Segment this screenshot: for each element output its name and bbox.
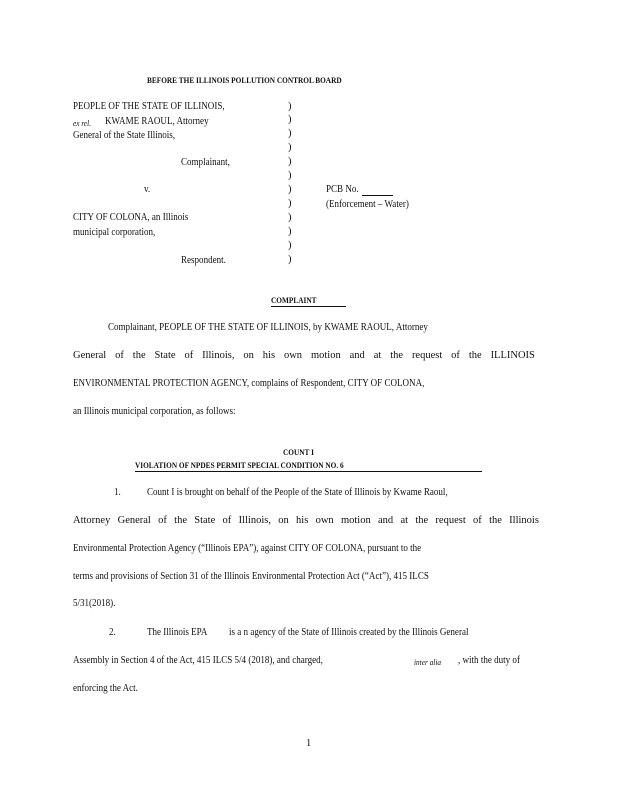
word: at: [400, 515, 409, 526]
count-subtitle: VIOLATION OF NPDES PERMIT SPECIAL CONDITION NO. 6: [135, 460, 344, 470]
word: his: [262, 350, 276, 361]
complainant-label: Complainant,: [181, 157, 230, 168]
defendant-name: CITY OF COLONA, an Illinois: [73, 212, 189, 223]
intro-line-2: [73, 350, 535, 361]
word: motion: [310, 350, 341, 361]
word: at: [373, 350, 382, 361]
word: motion: [340, 515, 371, 526]
para-1-number: 1.: [114, 487, 121, 498]
intro-line-3: ENVIRONMENTAL PROTECTION AGENCY, complains of Respondent, CITY OF COLONA,: [73, 378, 425, 389]
paren: ): [288, 101, 292, 112]
intro-line-1: Complainant, PEOPLE OF THE STATE OF ILLINOIS, by KWAME RAOUL, Attorney: [108, 322, 428, 333]
plaintiff-relator: KWAME RAOUL, Attorney: [105, 116, 209, 127]
word: Attorney: [73, 515, 111, 526]
paren: ): [288, 198, 292, 209]
para-2-text-b: is a n agency of the State of Illinois created by the Illinois General: [229, 627, 469, 638]
word: State: [194, 515, 216, 526]
plaintiff-title: General of the State Illinois,: [73, 130, 176, 141]
complaint-title: COMPLAINT: [271, 295, 317, 305]
word: own: [283, 350, 303, 361]
para-2-text-a: The Illinois EPA: [147, 627, 208, 638]
paren: ): [288, 156, 292, 167]
para-1-line-3: Environmental Protection Agency (“Illinois EPA”), against CITY OF COLONA, pursuant to the: [73, 543, 422, 554]
word: of: [115, 350, 124, 361]
paren: ): [288, 240, 292, 251]
word: General: [73, 350, 107, 361]
word: request: [435, 515, 466, 526]
word: the: [489, 515, 502, 526]
word: Illinois,: [202, 350, 235, 361]
word: and: [378, 515, 394, 526]
paren: ): [288, 212, 292, 223]
para-1-line-4: terms and provisions of Section 31 of the Illinois Environmental Protection Act (“Act”), 415 ILCS: [73, 571, 429, 582]
count-title: COUNT I: [283, 447, 314, 457]
enforcement-type: (Enforcement – Water): [326, 199, 409, 210]
paren: ): [288, 170, 292, 181]
plaintiff-name: PEOPLE OF THE STATE OF ILLINOIS,: [73, 101, 225, 112]
ex-rel-label: ex rel.: [73, 118, 92, 128]
word: and: [349, 350, 365, 361]
word: General: [117, 515, 151, 526]
para-2-line-3: enforcing the Act.: [73, 683, 138, 694]
word: the: [390, 350, 404, 361]
paren: ): [288, 142, 292, 153]
word: the: [468, 350, 482, 361]
word: request: [411, 350, 443, 361]
word: the: [415, 515, 429, 526]
word: on: [243, 350, 254, 361]
para-1-line-1: Count I is brought on behalf of the People of the State of Illinois by Kwame Raoul,: [147, 487, 448, 498]
word: on: [278, 515, 289, 526]
defendant-type: municipal corporation,: [73, 227, 156, 238]
word: his: [296, 515, 309, 526]
word: ILLINOIS: [490, 350, 535, 361]
paren: ): [288, 114, 292, 125]
paren: ): [288, 254, 292, 265]
versus-label: v.: [144, 184, 151, 195]
inter-alia: inter alia: [414, 657, 442, 667]
para-2-number: 2.: [109, 627, 116, 638]
word: State: [154, 350, 176, 361]
word: the: [132, 350, 146, 361]
word: of: [451, 350, 460, 361]
paren: ): [288, 184, 292, 195]
para-1-line-5: 5/31(2018).: [73, 598, 116, 609]
word: of: [222, 515, 232, 526]
para-2-line-2b: , with the duty of: [458, 655, 520, 666]
para-2-line-2a: Assembly in Section 4 of the Act, 415 ILCS 5/4 (2018), and charged,: [73, 655, 323, 666]
word: Illinois,: [238, 515, 271, 526]
word: of: [158, 515, 167, 526]
board-heading: BEFORE THE ILLINOIS POLLUTION CONTROL BOARD: [147, 75, 342, 85]
paren: ): [288, 128, 292, 139]
intro-line-4: an Illinois municipal corporation, as follows:: [73, 406, 236, 417]
respondent-label: Respondent.: [181, 255, 226, 266]
word: Illinois: [509, 515, 539, 526]
word: own: [315, 515, 334, 526]
page-number: 1: [306, 738, 312, 749]
word: of: [473, 515, 482, 526]
word: of: [184, 350, 194, 361]
paren: ): [288, 226, 292, 237]
word: the: [174, 515, 187, 526]
para-1-line-2: [73, 515, 539, 526]
complaint-title-underline: [271, 306, 346, 307]
pcb-number-blank: [362, 195, 393, 196]
pcb-number-label: PCB No.: [326, 184, 359, 195]
count-subtitle-underline: [135, 471, 482, 472]
